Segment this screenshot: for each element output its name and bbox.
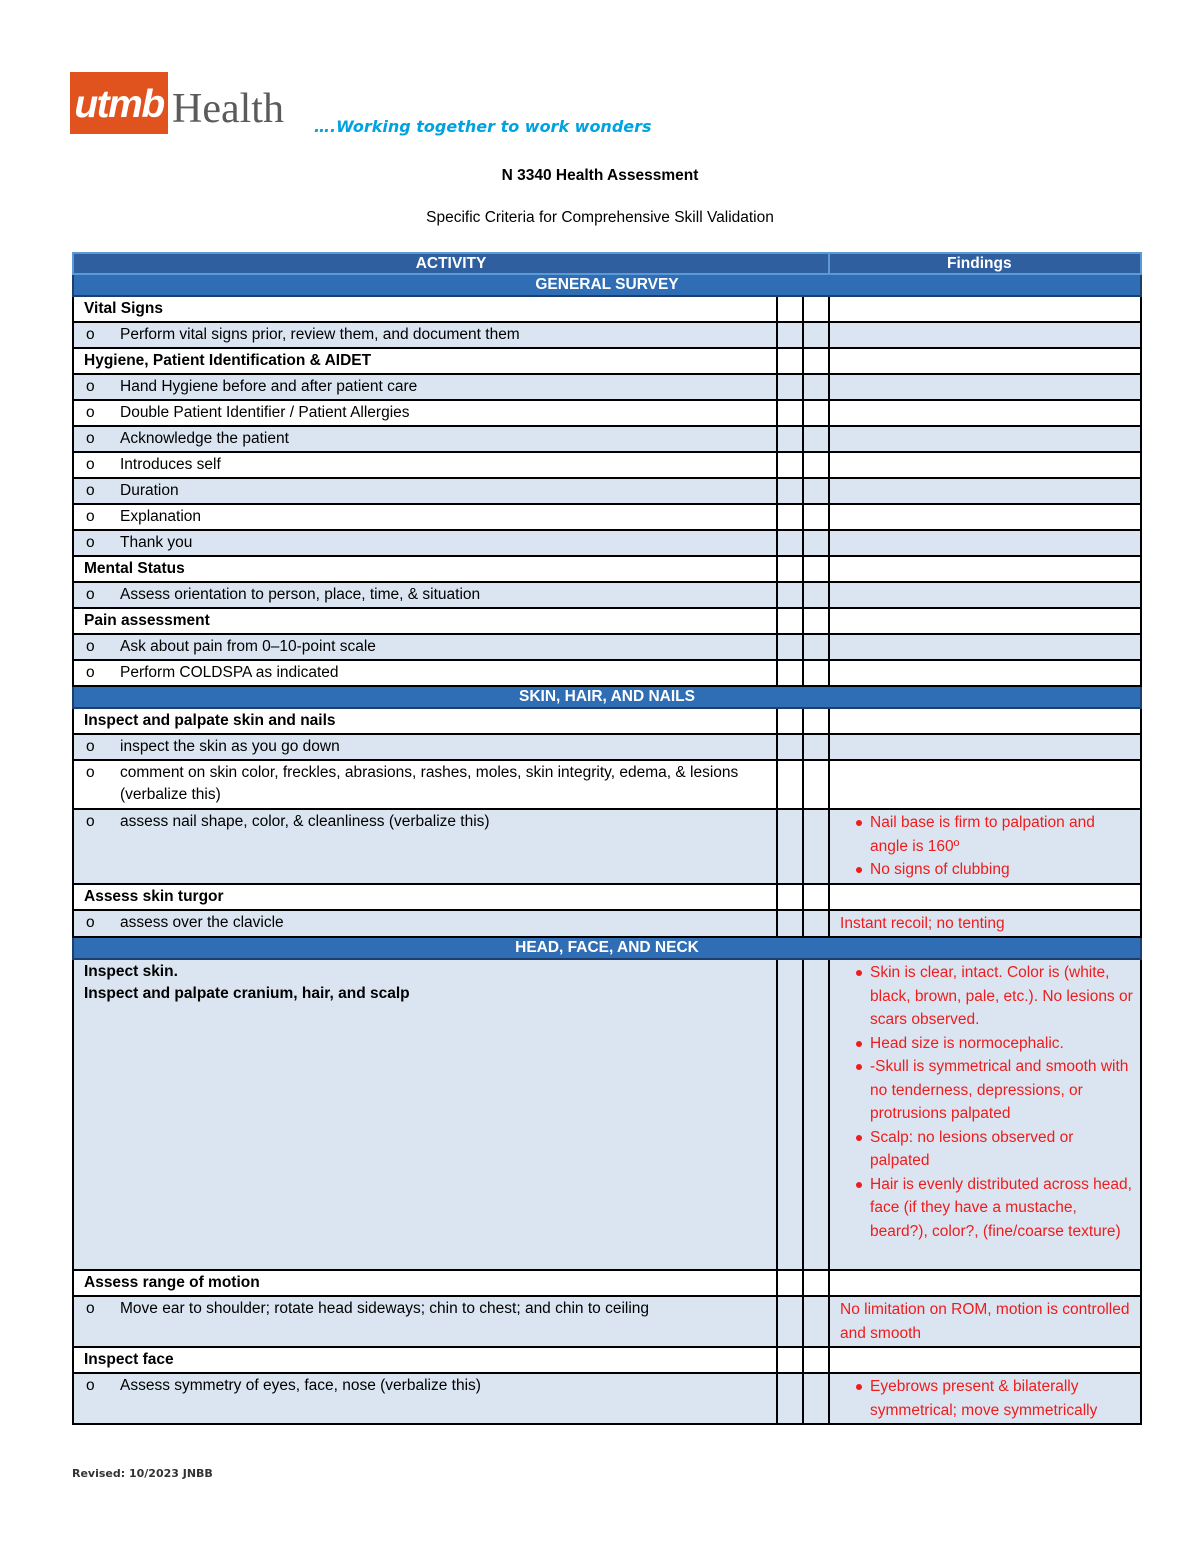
check-box-1[interactable] <box>777 760 803 809</box>
activity-item <box>84 736 770 758</box>
activity-cell <box>73 760 777 809</box>
check-box-1[interactable] <box>777 734 803 760</box>
criteria-heading-row <box>73 348 1141 374</box>
check-box-2[interactable] <box>803 348 829 374</box>
activity-item <box>84 1298 770 1320</box>
findings-cell <box>829 959 1141 1270</box>
activity-cell <box>73 556 777 582</box>
criteria-item-row <box>73 1296 1141 1347</box>
check-box-1[interactable] <box>777 809 803 884</box>
activity-cell <box>73 452 777 478</box>
criteria-heading-row <box>73 1270 1141 1296</box>
utmb-logo-mark: utmb <box>70 72 168 134</box>
findings-cell <box>829 504 1141 530</box>
check-box-2[interactable] <box>803 884 829 910</box>
findings-cell <box>829 296 1141 322</box>
findings-list <box>854 1375 1134 1422</box>
activity-item <box>84 428 770 450</box>
activity-text: Acknowledge the patient <box>120 430 289 447</box>
findings-cell <box>829 634 1141 660</box>
skill-validation-table <box>72 252 1142 1425</box>
activity-item <box>84 376 770 398</box>
findings-cell <box>829 556 1141 582</box>
activity-item <box>84 811 770 833</box>
bullet-marker: o <box>86 638 95 655</box>
findings-cell <box>829 374 1141 400</box>
bullet-marker: o <box>86 738 95 755</box>
section-header-row <box>73 686 1141 708</box>
check-box-1[interactable] <box>777 348 803 374</box>
criteria-item-row <box>73 582 1141 608</box>
findings-cell <box>829 348 1141 374</box>
criteria-heading-row <box>73 708 1141 734</box>
criteria-item-row <box>73 910 1141 938</box>
tagline: ….Working together to work wonders <box>314 117 652 136</box>
activity-cell <box>73 374 777 400</box>
check-box-1[interactable] <box>777 452 803 478</box>
check-box-2[interactable] <box>803 1373 829 1424</box>
bullet-marker: o <box>86 378 95 395</box>
findings-cell <box>829 734 1141 760</box>
activity-cell <box>73 1296 777 1347</box>
activity-text: Thank you <box>120 534 193 551</box>
activity-item <box>84 480 770 502</box>
activity-text: Assess orientation to person, place, time, & situation <box>120 586 481 603</box>
findings-cell <box>829 452 1141 478</box>
activity-cell <box>73 708 777 734</box>
findings-cell <box>829 660 1141 686</box>
activity-item <box>84 584 770 606</box>
activity-item <box>84 506 770 528</box>
activity-item <box>84 454 770 476</box>
findings-cell <box>829 478 1141 504</box>
activity-cell <box>73 959 777 1270</box>
findings-list <box>854 961 1134 1243</box>
check-box-2[interactable] <box>803 452 829 478</box>
activity-item <box>84 912 770 934</box>
check-box-1[interactable] <box>777 708 803 734</box>
activity-text: Move ear to shoulder; rotate head sideways; chin to chest; and chin to ceiling <box>120 1300 650 1317</box>
bullet-marker: o <box>86 404 95 421</box>
criteria-item-row <box>73 530 1141 556</box>
activity-heading-text: Vital Signs <box>84 300 163 317</box>
findings-cell <box>829 1347 1141 1373</box>
activity-cell <box>73 734 777 760</box>
bullet-marker: o <box>86 482 95 499</box>
activity-cell <box>73 1373 777 1424</box>
activity-text: Introduces self <box>120 456 221 473</box>
check-box-1[interactable] <box>777 959 803 1270</box>
findings-column-header: Findings <box>829 253 1141 274</box>
findings-cell <box>829 910 1141 938</box>
activity-cell <box>73 348 777 374</box>
activity-heading-text: Inspect and palpate cranium, hair, and scalp <box>84 985 410 1002</box>
criteria-item-row <box>73 478 1141 504</box>
check-box-1[interactable] <box>777 1296 803 1347</box>
criteria-item-row <box>73 1373 1141 1424</box>
activity-text: Hand Hygiene before and after patient care <box>120 378 418 395</box>
criteria-item-row <box>73 452 1141 478</box>
finding-text: No limitation on ROM, motion is controlled and smooth <box>840 1301 1130 1342</box>
activity-cell <box>73 582 777 608</box>
findings-cell <box>829 582 1141 608</box>
activity-column-header: ACTIVITY <box>73 253 829 274</box>
bullet-marker: o <box>86 1377 95 1394</box>
check-box-1[interactable] <box>777 608 803 634</box>
check-box-1[interactable] <box>777 1270 803 1296</box>
bullet-marker: o <box>86 456 95 473</box>
activity-cell <box>73 1270 777 1296</box>
finding-text: Instant recoil; no tenting <box>840 914 1005 932</box>
findings-cell <box>829 426 1141 452</box>
check-box-2[interactable] <box>803 582 829 608</box>
check-box-2[interactable] <box>803 734 829 760</box>
bullet-marker: o <box>86 586 95 603</box>
section-title: SKIN, HAIR, AND NAILS <box>73 686 1141 708</box>
check-box-2[interactable] <box>803 426 829 452</box>
activity-cell <box>73 504 777 530</box>
criteria-item-row <box>73 734 1141 760</box>
check-box-1[interactable] <box>777 296 803 322</box>
activity-cell <box>73 478 777 504</box>
bullet-marker: o <box>86 764 95 781</box>
findings-cell <box>829 1373 1141 1424</box>
check-box-2[interactable] <box>803 296 829 322</box>
document-subtitle: Specific Criteria for Comprehensive Skill Validation <box>426 209 774 226</box>
check-box-1[interactable] <box>777 556 803 582</box>
findings-cell <box>829 708 1141 734</box>
check-box-2[interactable] <box>803 1296 829 1347</box>
activity-text: assess nail shape, color, & cleanliness (verbalize this) <box>120 813 490 830</box>
check-box-1[interactable] <box>777 1347 803 1373</box>
check-box-2[interactable] <box>803 400 829 426</box>
check-box-2[interactable] <box>803 530 829 556</box>
criteria-item-row <box>73 634 1141 660</box>
check-box-2[interactable] <box>803 556 829 582</box>
check-box-1[interactable] <box>777 504 803 530</box>
findings-cell <box>829 530 1141 556</box>
activity-text: assess over the clavicle <box>120 913 284 931</box>
activity-heading-text: Pain assessment <box>84 612 210 629</box>
check-box-1[interactable] <box>777 660 803 686</box>
activity-heading-text: Mental Status <box>84 560 185 577</box>
findings-cell <box>829 400 1141 426</box>
activity-heading-text: Assess skin turgor <box>84 887 224 905</box>
findings-cell <box>829 1270 1141 1296</box>
finding-item: Scalp: no lesions observed or palpated <box>870 1126 1134 1173</box>
criteria-heading-row <box>73 556 1141 582</box>
finding-item: Eyebrows present & bilaterally symmetrical; move symmetrically <box>870 1375 1134 1422</box>
activity-item <box>84 762 770 806</box>
check-box-2[interactable] <box>803 504 829 530</box>
activity-item <box>84 402 770 424</box>
finding-item: Nail base is firm to palpation and angle is 160º <box>870 811 1134 858</box>
activity-item <box>84 324 770 346</box>
activity-cell <box>73 400 777 426</box>
activity-cell <box>73 608 777 634</box>
check-box-1[interactable] <box>777 400 803 426</box>
check-box-2[interactable] <box>803 608 829 634</box>
activity-cell <box>73 1347 777 1373</box>
criteria-heading-row <box>73 296 1141 322</box>
bullet-marker: o <box>86 664 95 681</box>
check-box-1[interactable] <box>777 582 803 608</box>
check-box-2[interactable] <box>803 322 829 348</box>
check-box-1[interactable] <box>777 1373 803 1424</box>
finding-item: No signs of clubbing <box>870 858 1134 882</box>
findings-cell <box>829 884 1141 910</box>
check-box-1[interactable] <box>777 910 803 938</box>
findings-cell <box>829 809 1141 884</box>
check-box-2[interactable] <box>803 374 829 400</box>
check-box-2[interactable] <box>803 660 829 686</box>
bullet-marker: o <box>86 1300 95 1317</box>
check-box-1[interactable] <box>777 530 803 556</box>
bullet-marker: o <box>86 534 95 551</box>
section-title: GENERAL SURVEY <box>73 274 1141 296</box>
bullet-marker: o <box>86 813 95 830</box>
activity-cell <box>73 884 777 910</box>
activity-heading-text: Inspect face <box>84 1351 174 1368</box>
check-box-2[interactable] <box>803 760 829 809</box>
bullet-marker: o <box>86 913 95 931</box>
activity-cell <box>73 660 777 686</box>
activity-heading-text: Inspect skin. <box>84 963 178 980</box>
activity-text: Explanation <box>120 508 202 525</box>
check-box-1[interactable] <box>777 634 803 660</box>
criteria-heading-row <box>73 959 1141 1270</box>
criteria-item-row <box>73 504 1141 530</box>
findings-cell <box>829 322 1141 348</box>
criteria-item-row <box>73 374 1141 400</box>
activity-cell <box>73 809 777 884</box>
findings-cell <box>829 608 1141 634</box>
section-title: HEAD, FACE, AND NECK <box>73 937 1141 959</box>
activity-text: Perform COLDSPA as indicated <box>120 664 339 681</box>
criteria-item-row <box>73 809 1141 884</box>
bullet-marker: o <box>86 326 95 343</box>
criteria-item-row <box>73 322 1141 348</box>
activity-text: comment on skin color, freckles, abrasions, rashes, moles, skin integrity, edema, & lesions (verbalize this) <box>120 764 739 803</box>
criteria-item-row <box>73 760 1141 809</box>
check-box-2[interactable] <box>803 959 829 1270</box>
activity-heading-text: Inspect and palpate skin and nails <box>84 712 336 729</box>
finding-item: -Skull is symmetrical and smooth with no tenderness, depressions, or protrusions palpated <box>870 1055 1134 1126</box>
check-box-1[interactable] <box>777 884 803 910</box>
activity-cell <box>73 322 777 348</box>
activity-text: Ask about pain from 0–10-point scale <box>120 638 376 655</box>
activity-heading-text: Hygiene, Patient Identification & AIDET <box>84 352 372 369</box>
activity-text: Duration <box>120 482 179 499</box>
check-box-2[interactable] <box>803 1270 829 1296</box>
finding-item: Skin is clear, intact. Color is (white, black, brown, pale, etc.). No lesions or scars observed. <box>870 961 1134 1032</box>
findings-list <box>854 811 1134 882</box>
table-header-row <box>73 253 1141 274</box>
check-box-2[interactable] <box>803 478 829 504</box>
check-box-2[interactable] <box>803 634 829 660</box>
criteria-heading-row <box>73 1347 1141 1373</box>
findings-cell <box>829 760 1141 809</box>
criteria-item-row <box>73 400 1141 426</box>
check-box-1[interactable] <box>777 478 803 504</box>
activity-cell <box>73 530 777 556</box>
check-box-1[interactable] <box>777 374 803 400</box>
check-box-2[interactable] <box>803 910 829 938</box>
activity-cell <box>73 296 777 322</box>
check-box-2[interactable] <box>803 809 829 884</box>
document-title: N 3340 Health Assessment <box>501 167 699 184</box>
activity-text: inspect the skin as you go down <box>120 738 340 755</box>
activity-text: Double Patient Identifier / Patient Allergies <box>120 404 410 421</box>
section-header-row <box>73 937 1141 959</box>
activity-cell <box>73 634 777 660</box>
activity-text: Assess symmetry of eyes, face, nose (verbalize this) <box>120 1377 481 1394</box>
bullet-marker: o <box>86 430 95 447</box>
revision-note: Revised: 10/2023 JNBB <box>72 1467 213 1480</box>
activity-heading-text: Assess range of motion <box>84 1274 260 1291</box>
finding-item: Head size is normocephalic. <box>870 1032 1134 1056</box>
activity-item <box>84 532 770 554</box>
utmb-logo-word: Health <box>172 86 284 132</box>
criteria-item-row <box>73 660 1141 686</box>
activity-item <box>84 636 770 658</box>
criteria-heading-row <box>73 608 1141 634</box>
check-box-2[interactable] <box>803 1347 829 1373</box>
check-box-1[interactable] <box>777 322 803 348</box>
bullet-marker: o <box>86 508 95 525</box>
finding-item: Hair is evenly distributed across head, face (if they have a mustache, beard?), color?, (fine/coarse texture) <box>870 1173 1134 1244</box>
activity-item <box>84 662 770 684</box>
findings-cell <box>829 1296 1141 1347</box>
criteria-heading-row <box>73 884 1141 910</box>
criteria-item-row <box>73 426 1141 452</box>
activity-text: Perform vital signs prior, review them, and document them <box>120 326 520 343</box>
activity-cell <box>73 910 777 938</box>
check-box-1[interactable] <box>777 426 803 452</box>
section-header-row <box>73 274 1141 296</box>
check-box-2[interactable] <box>803 708 829 734</box>
activity-cell <box>73 426 777 452</box>
activity-item <box>84 1375 770 1397</box>
